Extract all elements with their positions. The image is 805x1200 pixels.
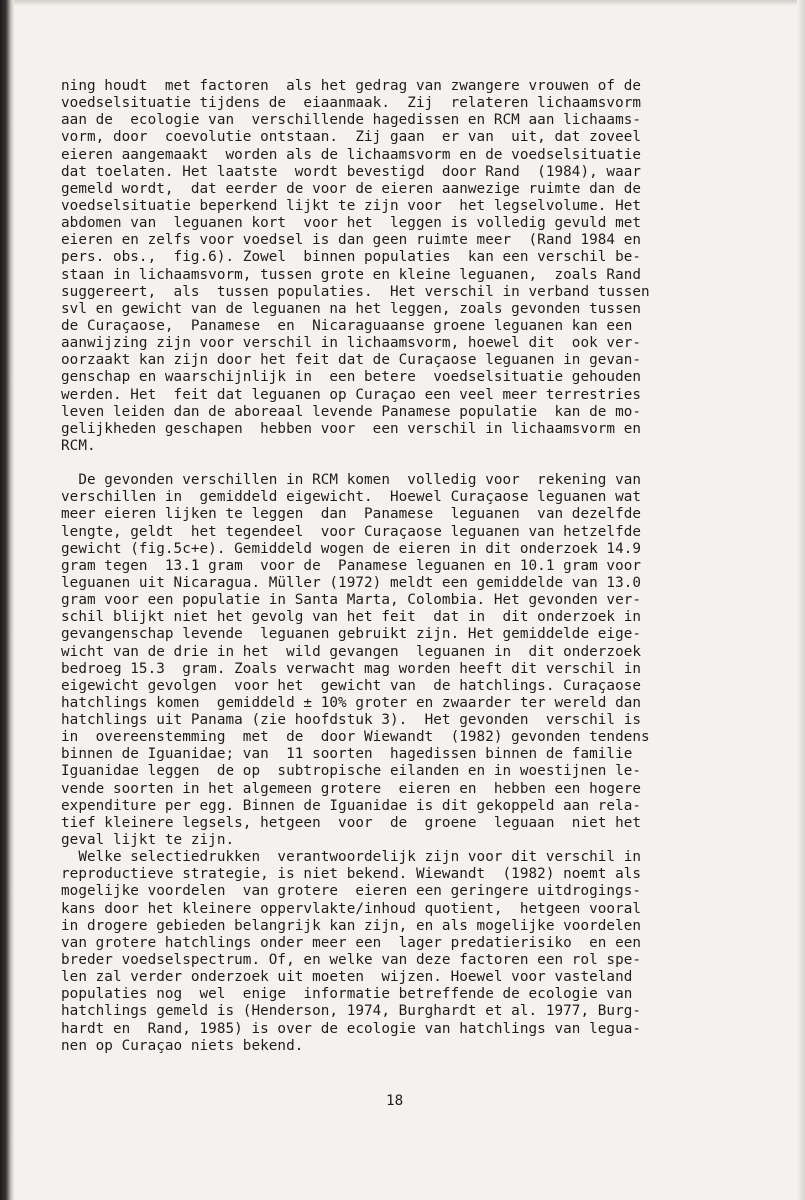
text-line: tief kleinere legsels, hetgeen voor de groene leguaan niet het bbox=[61, 814, 642, 831]
text-line: schil blijkt niet het gevolg van het feit dat in dit onderzoek in bbox=[61, 609, 642, 626]
text-line: leven leiden dan de aboreaal levende Panamese populatie kan de mo- bbox=[61, 403, 642, 420]
text-line: in drogere gebieden belangrijk kan zijn, en als mogelijke voordelen bbox=[61, 917, 642, 934]
text-line: aanwijzing zijn voor verschil in lichaamsvorm, hoewel dit ook ver- bbox=[61, 335, 642, 352]
text-line: vorm, door coevolutie ontstaan. Zij gaan er van uit, dat zoveel bbox=[61, 129, 642, 146]
text-line: staan in lichaamsvorm, tussen grote en kleine leguanen, zoals Rand bbox=[61, 266, 642, 283]
paragraph-2 bbox=[61, 472, 741, 1055]
body-text bbox=[61, 78, 741, 1055]
text-line: oorzaakt kan zijn door het feit dat de Curaçaose leguanen in gevan- bbox=[61, 352, 642, 369]
text-line: gemeld wordt, dat eerder de voor de eieren aanwezige ruimte dan de bbox=[61, 180, 642, 197]
text-line: vende soorten in het algemeen grotere eieren en hebben een hogere bbox=[61, 780, 642, 797]
page-top-edge bbox=[14, 0, 805, 6]
text-line: abdomen van leguanen kort voor het leggen is volledig gevuld met bbox=[61, 215, 642, 232]
text-line: hatchlings uit Panama (zie hoofdstuk 3). Het gevonden verschil is bbox=[61, 712, 642, 729]
text-line: hatchlings gemeld is (Henderson, 1974, Burghardt et al. 1977, Burg- bbox=[61, 1003, 642, 1020]
text-line: populaties nog wel enige informatie betreffende de ecologie van bbox=[61, 986, 633, 1003]
text-line: dat toelaten. Het laatste wordt bevestigd door Rand (1984), waar bbox=[61, 163, 642, 180]
text-line: gram tegen 13.1 gram voor de Panamese leguanen en 10.1 gram voor bbox=[61, 557, 642, 574]
text-line: meer eieren lijken te leggen dan Panamese leguanen van dezelfde bbox=[61, 506, 642, 523]
text-line: voedselsituatie tijdens de eiaanmaak. Zij relateren lichaamsvorm bbox=[61, 95, 642, 112]
text-line: ning houdt met factoren als het gedrag van zwangere vrouwen of de bbox=[61, 78, 642, 94]
text-line: van grotere hatchlings onder meer een lager predatierisiko en een bbox=[61, 934, 642, 951]
text-line: mogelijke voordelen van grotere eieren een geringere uitdrogings- bbox=[61, 883, 642, 900]
page-number: 18 bbox=[386, 1093, 404, 1109]
text-line: gevangenschap levende leguanen gebruikt zijn. Het gemiddelde eige- bbox=[61, 626, 642, 643]
text-line: pers. obs., fig.6). Zowel binnen populaties kan een verschil be- bbox=[61, 249, 642, 266]
paragraph-spacer bbox=[61, 455, 741, 472]
text-line: verschillen in gemiddeld eigewicht. Hoewel Curaçaose leguanen wat bbox=[61, 489, 642, 506]
text-line: hatchlings komen gemiddeld ± 10% groter en zwaarder ter wereld dan bbox=[61, 694, 642, 711]
text-line: De gevonden verschillen in RCM komen volledig voor rekening van bbox=[61, 472, 642, 489]
text-line: geval lijkt te zijn. bbox=[61, 832, 235, 849]
text-line: genschap en waarschijnlijk in een betere voedselsituatie gehouden bbox=[61, 369, 642, 386]
text-line: svl en gewicht van de leguanen na het leggen, zoals gevonden tussen bbox=[61, 300, 642, 317]
text-line: expenditure per egg. Binnen de Iguanidae is dit gekoppeld aan rela- bbox=[61, 797, 642, 814]
text-line: aan de ecologie van verschillende hagedissen en RCM aan lichaams- bbox=[61, 112, 642, 129]
text-line: voedselsituatie beperkend lijkt te zijn voor het legselvolume. Het bbox=[61, 197, 642, 214]
text-line: gewicht (fig.5c+e). Gemiddeld wogen de eieren in dit onderzoek 14.9 bbox=[61, 540, 642, 557]
text-line: werden. Het feit dat leguanen op Curaçao een veel meer terrestries bbox=[61, 386, 642, 403]
page-right-edge bbox=[797, 0, 805, 1200]
text-line: breder voedselspectrum. Of, en welke van deze factoren een rol spe- bbox=[61, 952, 642, 969]
text-line: reproductieve strategie, is niet bekend. Wiewandt (1982) noemt als bbox=[61, 866, 642, 883]
text-line: hardt en Rand, 1985) is over de ecologie van hatchlings van legua- bbox=[61, 1020, 642, 1037]
text-line: gram voor een populatie in Santa Marta, Colombia. Het gevonden ver- bbox=[61, 592, 642, 609]
text-line: kans door het kleinere oppervlakte/inhoud quotient, hetgeen vooral bbox=[61, 900, 642, 917]
text-line: wicht van de drie in het wild gevangen leguanen in dit onderzoek bbox=[61, 643, 642, 660]
text-line: suggereert, als tussen populaties. Het verschil in verband tussen bbox=[61, 283, 650, 300]
text-line: nen op Curaçao niets bekend. bbox=[61, 1037, 304, 1054]
text-line: eieren aangemaakt worden als de lichaamsvorm en de voedselsituatie bbox=[61, 146, 642, 163]
text-line: Welke selectiedrukken verantwoordelijk zijn voor dit verschil in bbox=[61, 849, 642, 866]
text-line: len zal verder onderzoek uit moeten wijzen. Hoewel voor vasteland bbox=[61, 969, 633, 986]
text-line: binnen de Iguanidae; van 11 soorten hagedissen binnen de familie bbox=[61, 746, 633, 763]
text-line: RCM. bbox=[61, 437, 96, 454]
text-line: leguanen uit Nicaragua. Müller (1972) meldt een gemiddelde van 13.0 bbox=[61, 574, 642, 591]
text-line: de Curaçaose, Panamese en Nicaraguaanse groene leguanen kan een bbox=[61, 317, 633, 334]
book-binding-edge bbox=[0, 0, 14, 1200]
paragraph-1 bbox=[61, 78, 741, 455]
text-line: lengte, geldt het tegendeel voor Curaçaose leguanen van hetzelfde bbox=[61, 523, 642, 540]
text-line: Iguanidae leggen de op subtropische eilanden en in woestijnen le- bbox=[61, 763, 642, 780]
text-line: eieren en zelfs voor voedsel is dan geen ruimte meer (Rand 1984 en bbox=[61, 232, 642, 249]
text-line: bedroeg 15.3 gram. Zoals verwacht mag worden heeft dit verschil in bbox=[61, 660, 642, 677]
text-line: gelijkheden geschapen hebben voor een verschil in lichaamsvorm en bbox=[61, 420, 642, 437]
text-line: in overeenstemming met de door Wiewandt (1982) gevonden tendens bbox=[61, 729, 650, 746]
text-line: eigewicht gevolgen voor het gewicht van de hatchlings. Curaçaose bbox=[61, 677, 642, 694]
